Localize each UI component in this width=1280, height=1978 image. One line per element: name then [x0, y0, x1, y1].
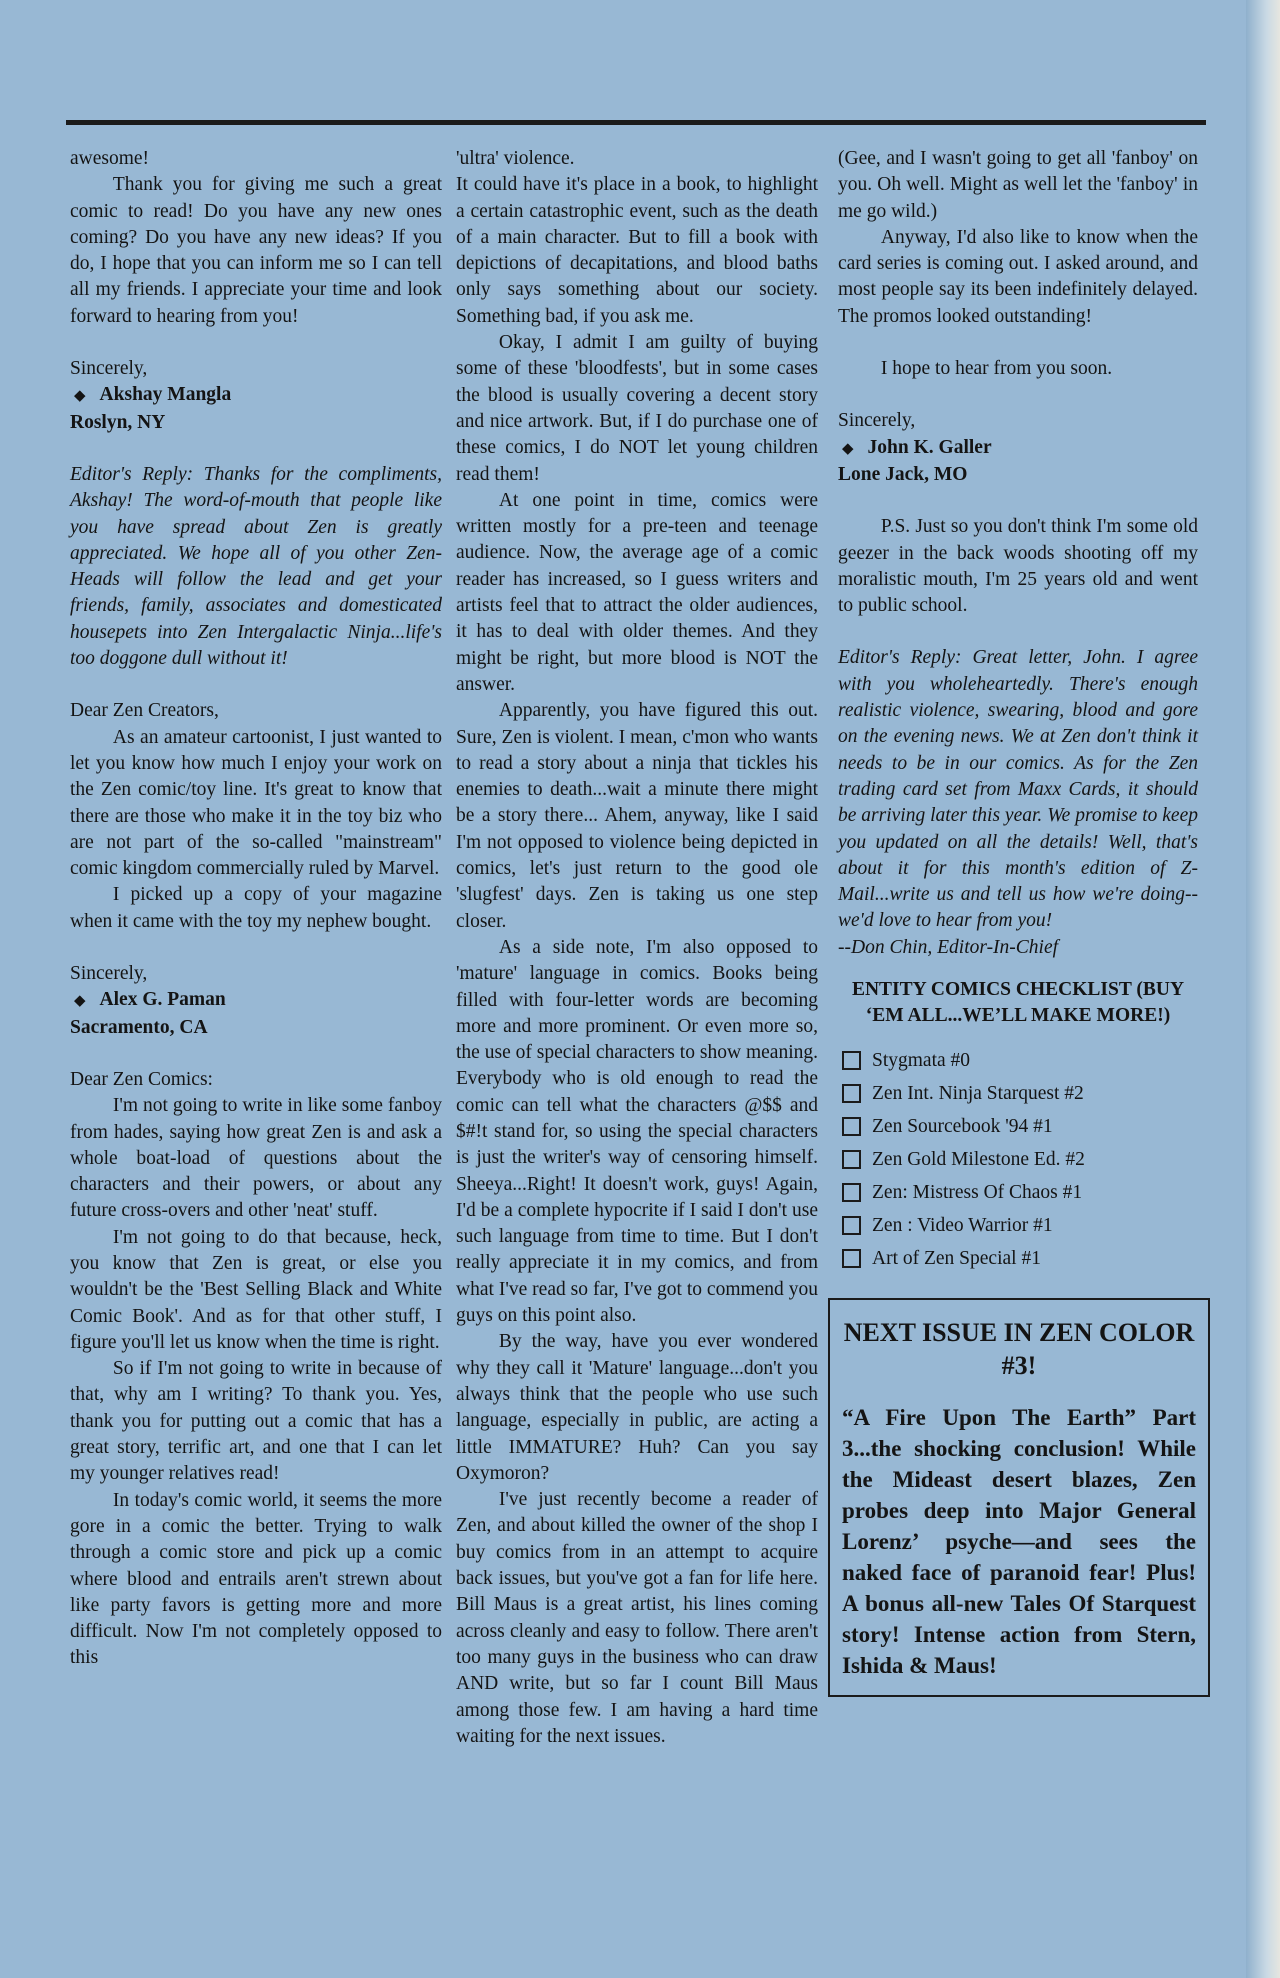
checklist-item[interactable]: Zen : Video Warrior #1: [838, 1210, 1198, 1243]
checklist-item[interactable]: Zen: Mistress Of Chaos #1: [838, 1177, 1198, 1210]
editor-signoff: --Don Chin, Editor-In-Chief: [838, 936, 1059, 958]
diamond-bullet-icon: ◆: [74, 388, 86, 405]
letter-3-postscript: P.S. Just so you don't think I'm some old geezer in the back woods shooting off my moralistic mouth, I'm 25 years old and went to public school.: [838, 516, 1198, 617]
letter-2-closing: Sincerely,: [70, 963, 148, 985]
checklist-item[interactable]: Stygmata #0: [838, 1045, 1198, 1078]
checkbox-icon[interactable]: [842, 1051, 861, 1070]
diamond-bullet-icon: ◆: [74, 993, 86, 1010]
letter-3-city: Lone Jack, MO: [838, 463, 968, 485]
letter-1-paragraph: Thank you for giving me such a great comic to read! Do you have any new ones coming? Do you have any new ideas? If you do, I hope that you can inform me so I can tell all my friends. I appreciate your time and look forward to hearing from you!: [70, 174, 442, 327]
letter-3-paragraph: So if I'm not going to write in because of that, why am I writing? To thank you. Yes, thank you for putting out a comic that has a great story, terrific art, and one that I can let my younger relatives read!: [70, 1358, 442, 1485]
letter-3-paragraph: Anyway, I'd also like to know when the card series is coming out. I asked around, and most people say its been indefinitely delayed. The promos looked outstanding!: [838, 226, 1198, 327]
editor-reply-1: Editor's Reply: Thanks for the compliments, Akshay! The word-of-mouth that people like you have spread about Zen is greatly appreciated. We hope all of you other Zen-Heads will follow the lead and get your friends, family, associates and domesticated housepets into Zen Intergalactic Ninja...life's too doggone dull without it!: [70, 463, 442, 670]
letter-3-paragraph: It could have it's place in a book, to highlight a certain catastrophic event, such as the death of a main character. But to fill a book with depictions of decapitations, and blood baths only says something about our society. Something bad, if you ask me.: [456, 174, 818, 327]
letter-3-paragraph: In today's comic world, it seems the more gore in a comic the better. Trying to walk through a comic store and pick up a comic where blood and entrails aren't strewn about like party favors is getting more and more difficult. Now I'm not completely opposed to this: [70, 1489, 442, 1669]
checklist: [838, 1045, 1198, 1276]
letter-2-paragraph: I picked up a copy of your magazine when it came with the toy my nephew bought.: [70, 884, 442, 932]
letter-3-closing: Sincerely,: [838, 410, 916, 432]
checklist-item[interactable]: Zen Sourcebook '94 #1: [838, 1111, 1198, 1144]
letter-3-paragraph: I hope to hear from you soon.: [880, 358, 1113, 380]
editor-reply-2: Editor's Reply: Great letter, John. I agree with you wholeheartedly. There's enough realistic violence, swearing, blood and gore on the evening news. We at Zen don't think it needs to be in our comics. As for the Zen trading card set from Maxx Cards, it should be arriving later this year. We promise to keep you updated on all the details! Well, that's about it for this month's edition of Z-Mail...write us and tell us how we're doing--we'd love to hear from you!: [838, 647, 1198, 932]
letter-3-paragraph: Apparently, you have figured this out. Sure, Zen is violent. I mean, c'mon who wants to read a story about a ninja that tickles his enemies to death...wait a minute there might be a story there... Ahem, anyway, like I said I'm not opposed to violence being depicted in comics, let's just return to the good ole 'slugfest' days. Zen is taking us one step closer.: [456, 700, 818, 932]
checkbox-icon[interactable]: [842, 1150, 861, 1169]
column-3: [838, 146, 1198, 1697]
checklist-title: ENTITY COMICS CHECKLIST (BUY ‘EM ALL...WE’LL MAKE MORE!): [851, 979, 1185, 1027]
checklist-item[interactable]: Zen Gold Milestone Ed. #2: [838, 1144, 1198, 1177]
top-rule: [66, 120, 1206, 125]
letter-1-closing: Sincerely,: [70, 358, 148, 380]
checkbox-icon[interactable]: [842, 1183, 861, 1202]
letter-3-signature: ◆ John K. Galler: [842, 436, 992, 458]
column-1: [70, 146, 442, 1672]
letter-2-signature: ◆ Alex G. Paman: [74, 989, 226, 1011]
column-2: [456, 146, 818, 1750]
letter-1-signature: ◆ Akshay Mangla: [74, 384, 232, 406]
letter-3-paragraph: (Gee, and I wasn't going to get all 'fanboy' on you. Oh well. Might as well let the 'fanboy' in me go wild.): [838, 148, 1198, 222]
letter-2-paragraph: As an amateur cartoonist, I just wanted to let you know how much I enjoy your work on the Zen comic/toy line. It's great to know that there are those who make it in the toy biz who are not part of the so-called "mainstream" comic kingdom commercially ruled by Marvel.: [70, 726, 442, 880]
checkbox-icon[interactable]: [842, 1084, 861, 1103]
letter-1-city: Roslyn, NY: [70, 411, 166, 433]
letter-3-paragraph: As a side note, I'm also opposed to 'mature' language in comics. Books being filled with four-letter words are becoming more and more prominent. Or even more so, the use of special characters to show meaning. Everybody who is old enough to read the comic can tell what the characters @$$ and $#!t stand for, so using the special characters is just the writer's way of censoring himself. Sheeya...Right! It doesn't work, guys! Again, I'd be a complete hypocrite if I said I don't use such language from time to time. But I don't really appreciate it in my comics, and from what I've read so far, I've got to commend you guys on this point also.: [456, 936, 818, 1327]
letter-3-paragraph: I'm not going to do that because, heck, you know that Zen is great, or else you wouldn't be the 'Best Selling Black and White Comic Book'. And as for that other stuff, I figure you'll let us know when the time is right.: [70, 1226, 442, 1353]
checkbox-icon[interactable]: [842, 1216, 861, 1235]
letter-3-salutation: Dear Zen Comics:: [70, 1068, 213, 1090]
letter-3-paragraph: Okay, I admit I am guilty of buying some of these 'bloodfests', but in some cases the blood is usually covering a decent story and nice artwork. But, if I do purchase one of these comics, I do NOT let young children read them!: [456, 332, 818, 485]
letter-2-city: Sacramento, CA: [70, 1016, 208, 1038]
checkbox-icon[interactable]: [842, 1117, 861, 1136]
letter-3-paragraph: By the way, have you ever wondered why they call it 'Mature' language...don't you always think that the people who use such language, especially in public, are acting a little IMMATURE? Huh? Can you say Oxymoron?: [456, 1331, 818, 1484]
checkbox-icon[interactable]: [842, 1249, 861, 1268]
letter-3-paragraph: At one point in time, comics were written mostly for a pre-teen and teenage audience. Now, the average age of a comic reader has increased, so I guess writers and artists feel that to attract the older audiences, it has to deal with older themes. And they might be right, but more blood is NOT the answer.: [456, 489, 818, 695]
letter-1-end: awesome!: [70, 148, 150, 169]
letter-3-paragraph: I'm not going to write in like some fanboy from hades, saying how great Zen is and ask a whole boat-load of questions about the characters and their powers, or about any future cross-overs and other 'neat' stuff.: [70, 1095, 442, 1222]
checklist-item[interactable]: Art of Zen Special #1: [838, 1243, 1198, 1276]
checklist-item[interactable]: Zen Int. Ninja Starquest #2: [838, 1078, 1198, 1111]
letter-2-salutation: Dear Zen Creators,: [70, 700, 219, 722]
letter-3-paragraph: I've just recently become a reader of Zen, and about killed the owner of the shop I buy comics from in an attempt to acquire back issues, but you've got a fan for life here. Bill Maus is a great artist, his lines coming across cleanly and easy to follow. There aren't too many guys in the business who can draw AND write, but so far I count Bill Maus among those few. I am having a hard time waiting for the next issues.: [456, 1489, 818, 1747]
page-edge: [1246, 0, 1280, 1978]
next-issue-box: [828, 1298, 1210, 1697]
diamond-bullet-icon: ◆: [842, 440, 854, 457]
letter-3-paragraph: 'ultra' violence.: [456, 148, 575, 169]
next-issue-title: NEXT ISSUE IN ZEN COLOR #3!: [843, 1318, 1195, 1381]
next-issue-body: “A Fire Upon The Earth” Part 3...the shocking conclusion! While the Mideast desert blazes, Zen probes deep into Major General Lorenz’ psyche—and sees the naked face of paranoid fear! Plus! A bonus all-new Tales Of Starquest story! Intense action from Stern, Ishida & Maus!: [842, 1405, 1196, 1679]
